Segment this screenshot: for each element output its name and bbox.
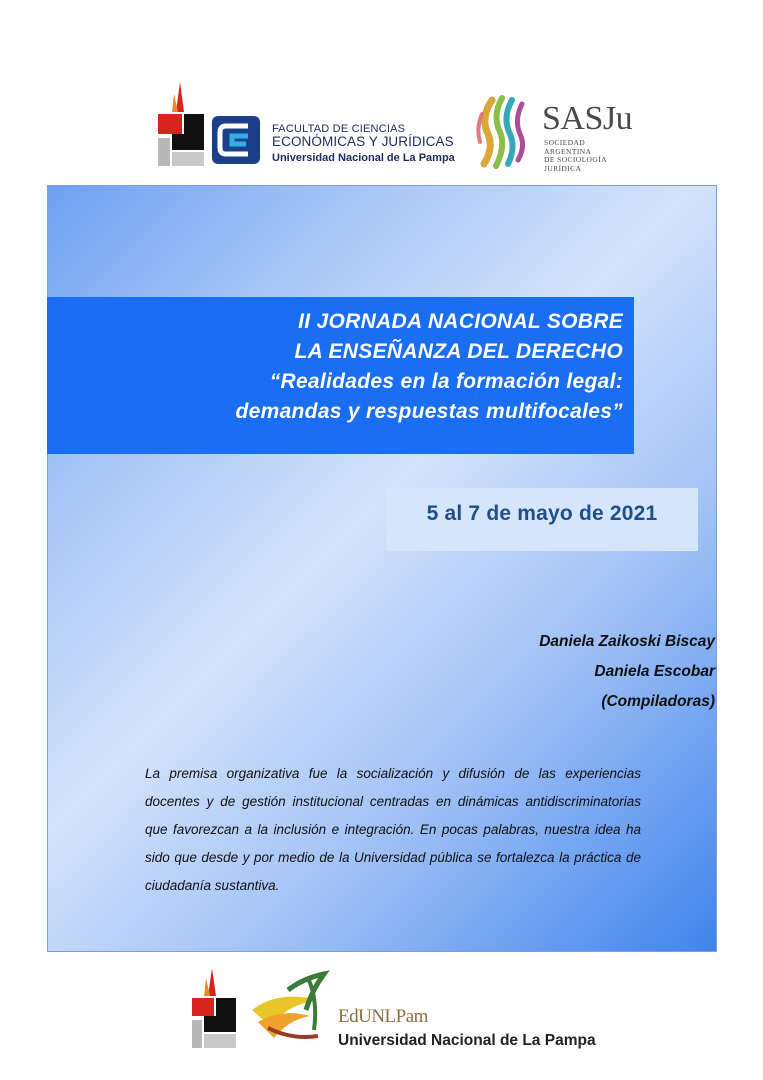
- edunlpam-logo-icon: [248, 970, 334, 1048]
- sasju-name: SASJu: [542, 100, 633, 137]
- edunlpam-name: EdUNLPam: [338, 1006, 428, 1027]
- sasju-sub-line: SOCIEDAD: [544, 138, 586, 147]
- title-line2: LA ENSEÑANZA DEL DERECHO: [294, 340, 623, 363]
- fcej-name: [272, 123, 455, 164]
- title-line4: demandas y respuestas multifocales”: [235, 400, 623, 423]
- authors-block: [539, 627, 715, 717]
- title-line1: II JORNADA NACIONAL SOBRE: [298, 310, 623, 333]
- edunlpam-university: Universidad Nacional de La Pampa: [338, 1032, 596, 1049]
- sasju-sub-line: ARGENTINA: [544, 146, 592, 156]
- fcej-line3: Universidad Nacional de La Pampa: [272, 151, 455, 164]
- fcej-logo-icon: [212, 116, 260, 164]
- fcej-line1: FACULTAD DE CIENCIAS: [272, 123, 406, 135]
- date-banner: [386, 488, 698, 551]
- abstract-text: La premisa organizativa fue la socialización y difusión de las experiencias docentes y de gestión institucional centradas en dinámicas antidiscriminatorias que favorezcan a la inclusión e integración. En pocas palabras, nuestra idea ha sido que desde y por medio de la Universidad pública se fortalezca la práctica de ciudadanía sustantiva.: [145, 766, 641, 893]
- title-line3: “Realidades en la formación legal:: [269, 370, 623, 393]
- header-logos: [0, 80, 763, 180]
- sasju-sub-line: DE SOCIOLOGÍA: [544, 155, 607, 164]
- unlpam-logo-icon: [158, 82, 208, 170]
- event-date: 5 al 7 de mayo de 2021: [426, 502, 658, 525]
- unlpam-logo-icon: [192, 968, 238, 1050]
- footer-logos: [0, 960, 763, 1060]
- author-name: Daniela Zaikoski Biscay: [539, 633, 715, 650]
- fcej-line2: ECONÓMICAS Y JURÍDICAS: [272, 134, 454, 150]
- sasju-subtitle: [544, 139, 607, 173]
- authors-role: (Compiladoras): [601, 693, 715, 710]
- author-name: Daniela Escobar: [594, 663, 715, 680]
- title-banner: [47, 297, 634, 454]
- sasju-sub-line: JURÍDICA: [544, 163, 582, 173]
- sasju-logo-icon: [472, 94, 534, 172]
